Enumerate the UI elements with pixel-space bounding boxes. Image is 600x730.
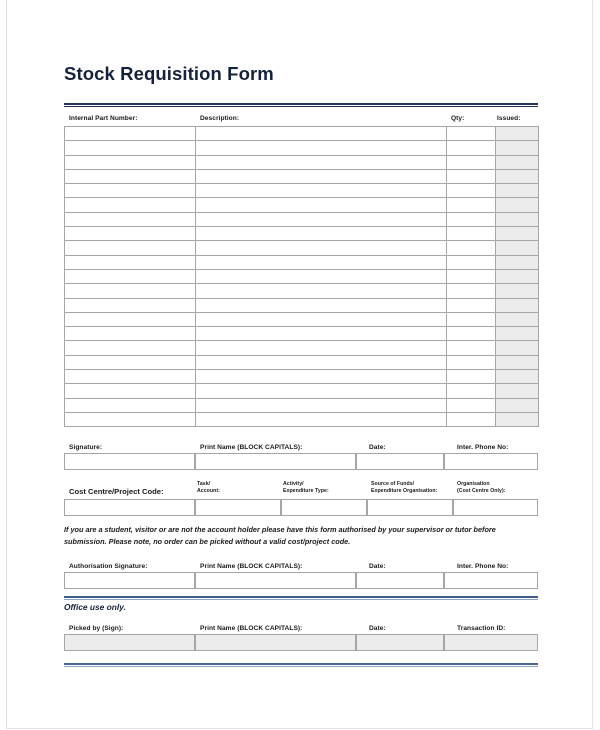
office-section-divider — [64, 596, 538, 600]
cell-issued[interactable] — [496, 169, 539, 183]
cell-part_number[interactable] — [65, 370, 196, 384]
cell-part_number[interactable] — [65, 255, 196, 269]
label-source-line2: Expenditure Organisation: — [371, 488, 438, 494]
cell-description[interactable] — [196, 127, 447, 141]
label-date: Date: — [369, 444, 386, 451]
cell-qty[interactable] — [447, 255, 496, 269]
date-field[interactable] — [356, 453, 444, 470]
cell-part_number[interactable] — [65, 198, 196, 212]
cell-part_number[interactable] — [65, 227, 196, 241]
table-row — [65, 269, 539, 283]
cell-description[interactable] — [196, 370, 447, 384]
cell-qty[interactable] — [447, 284, 496, 298]
cell-issued[interactable] — [496, 355, 539, 369]
cell-issued[interactable] — [496, 241, 539, 255]
label-task-account-line1: Task/ — [197, 481, 211, 487]
table-row — [65, 370, 539, 384]
organisation-field[interactable] — [453, 499, 538, 516]
label-office-date: Date: — [369, 625, 386, 632]
source-of-funds-field[interactable] — [367, 499, 453, 516]
cell-issued[interactable] — [496, 184, 539, 198]
task-account-field[interactable] — [195, 499, 281, 516]
label-organisation-cost-centre-only — [457, 481, 506, 495]
picked-by-field[interactable] — [64, 634, 195, 651]
cell-part_number[interactable] — [65, 341, 196, 355]
cell-description[interactable] — [196, 141, 447, 155]
cell-part_number[interactable] — [65, 212, 196, 226]
cell-description[interactable] — [196, 341, 447, 355]
cell-part_number[interactable] — [65, 327, 196, 341]
authorisation-signature-field[interactable] — [64, 572, 195, 589]
cell-description[interactable] — [196, 241, 447, 255]
cell-part_number[interactable] — [65, 284, 196, 298]
table-row — [65, 127, 539, 141]
cell-description[interactable] — [196, 255, 447, 269]
cell-part_number[interactable] — [65, 241, 196, 255]
label-activity-line1: Activity/ — [283, 481, 304, 487]
cell-qty[interactable] — [447, 370, 496, 384]
table-row — [65, 212, 539, 226]
cell-description[interactable] — [196, 269, 447, 283]
office-date-field[interactable] — [356, 634, 444, 651]
office-use-heading: Office use only. — [64, 602, 126, 612]
cell-issued[interactable] — [496, 141, 539, 155]
table-row — [65, 141, 539, 155]
table-row — [65, 384, 539, 398]
cell-qty[interactable] — [447, 298, 496, 312]
column-header-description: Description: — [200, 115, 240, 122]
cell-issued[interactable] — [496, 312, 539, 326]
cell-part_number[interactable] — [65, 269, 196, 283]
column-header-issued: Issued: — [497, 115, 521, 122]
cell-part_number[interactable] — [65, 298, 196, 312]
cell-qty[interactable] — [447, 155, 496, 169]
label-source-of-funds — [371, 481, 437, 495]
cell-qty[interactable] — [447, 327, 496, 341]
cell-qty[interactable] — [447, 341, 496, 355]
cell-part_number[interactable] — [65, 312, 196, 326]
cell-part_number[interactable] — [65, 169, 196, 183]
cell-qty[interactable] — [447, 141, 496, 155]
label-activity-line2: Expenditure Type: — [283, 488, 329, 494]
footer-divider — [64, 663, 538, 667]
stock-items-table — [64, 126, 539, 427]
cell-issued[interactable] — [496, 127, 539, 141]
label-organisation-line2: (Cost Centre Only): — [457, 488, 506, 494]
cell-issued[interactable] — [496, 370, 539, 384]
cell-issued[interactable] — [496, 255, 539, 269]
cell-issued[interactable] — [496, 198, 539, 212]
cell-description[interactable] — [196, 227, 447, 241]
cell-part_number[interactable] — [65, 127, 196, 141]
table-row — [65, 312, 539, 326]
label-transaction-id: Transaction ID: — [457, 625, 506, 632]
cell-description[interactable] — [196, 398, 447, 412]
inter-phone-no-field[interactable] — [444, 453, 538, 470]
table-row — [65, 341, 539, 355]
print-name-field[interactable] — [195, 453, 356, 470]
cell-part_number[interactable] — [65, 155, 196, 169]
instruction-text: If you are a student, visitor or are not the account holder please have this form authorised by your supervisor or tutor before submission. Please note, no order can be picked without a valid cost/project code. — [64, 525, 496, 546]
authorisation-inter-phone-no-field[interactable] — [444, 572, 538, 589]
title-divider — [64, 103, 538, 107]
label-office-print-name: Print Name (BLOCK CAPITALS): — [200, 625, 303, 632]
cell-issued[interactable] — [496, 398, 539, 412]
page-title: Stock Requisition Form — [64, 63, 274, 84]
label-signature: Signature: — [69, 444, 103, 451]
cell-description[interactable] — [196, 355, 447, 369]
office-print-name-field[interactable] — [195, 634, 356, 651]
cell-qty[interactable] — [447, 227, 496, 241]
cell-issued[interactable] — [496, 269, 539, 283]
label-inter-phone-no: Inter. Phone No: — [457, 444, 509, 451]
label-source-line1: Source of Funds/ — [371, 481, 415, 487]
table-row — [65, 355, 539, 369]
cell-issued[interactable] — [496, 227, 539, 241]
label-auth-print-name: Print Name (BLOCK CAPITALS): — [200, 563, 303, 570]
cell-part_number[interactable] — [65, 184, 196, 198]
cell-qty[interactable] — [447, 169, 496, 183]
table-row — [65, 184, 539, 198]
table-row — [65, 327, 539, 341]
cell-issued[interactable] — [496, 212, 539, 226]
cell-part_number[interactable] — [65, 384, 196, 398]
table-row — [65, 298, 539, 312]
column-header-internal-part-number: Internal Part Number: — [69, 115, 138, 122]
label-activity-expenditure-type — [283, 481, 329, 495]
table-row — [65, 198, 539, 212]
cell-qty[interactable] — [447, 184, 496, 198]
label-print-name: Print Name (BLOCK CAPITALS): — [200, 444, 303, 451]
cell-qty[interactable] — [447, 412, 496, 426]
signature-field[interactable] — [64, 453, 195, 470]
label-authorisation-signature: Authorisation Signature: — [69, 563, 148, 570]
cost-centre-project-code-field[interactable] — [64, 499, 195, 516]
cell-qty[interactable] — [447, 312, 496, 326]
column-header-qty: Qty: — [451, 115, 465, 122]
cost-code-field-row — [64, 499, 538, 516]
cell-qty[interactable] — [447, 212, 496, 226]
cell-part_number[interactable] — [65, 141, 196, 155]
cell-description[interactable] — [196, 384, 447, 398]
cell-issued[interactable] — [496, 284, 539, 298]
label-task-account-line2: Account: — [197, 488, 220, 494]
cell-part_number[interactable] — [65, 355, 196, 369]
cell-issued[interactable] — [496, 412, 539, 426]
form-page — [6, 0, 593, 729]
table-row — [65, 412, 539, 426]
cell-issued[interactable] — [496, 155, 539, 169]
cell-part_number[interactable] — [65, 398, 196, 412]
table-row — [65, 398, 539, 412]
transaction-id-field[interactable] — [444, 634, 538, 651]
label-picked-by: Picked by (Sign): — [69, 625, 124, 632]
cell-description[interactable] — [196, 184, 447, 198]
cell-description[interactable] — [196, 284, 447, 298]
cell-qty[interactable] — [447, 241, 496, 255]
cell-qty[interactable] — [447, 269, 496, 283]
label-organisation-line1: Organisation — [457, 481, 490, 487]
table-row — [65, 255, 539, 269]
cell-qty[interactable] — [447, 198, 496, 212]
cell-qty[interactable] — [447, 127, 496, 141]
cell-description[interactable] — [196, 412, 447, 426]
authorisation-date-field[interactable] — [356, 572, 444, 589]
cell-qty[interactable] — [447, 355, 496, 369]
table-row — [65, 169, 539, 183]
cell-description[interactable] — [196, 298, 447, 312]
cell-qty[interactable] — [447, 398, 496, 412]
cell-description[interactable] — [196, 155, 447, 169]
cell-description[interactable] — [196, 198, 447, 212]
cell-qty[interactable] — [447, 384, 496, 398]
cell-part_number[interactable] — [65, 412, 196, 426]
cell-issued[interactable] — [496, 341, 539, 355]
office-field-row — [64, 634, 538, 651]
activity-expenditure-type-field[interactable] — [281, 499, 367, 516]
label-auth-date: Date: — [369, 563, 386, 570]
authorisation-field-row — [64, 572, 538, 589]
table-row — [65, 241, 539, 255]
label-task-account — [197, 481, 220, 495]
cell-description[interactable] — [196, 327, 447, 341]
cell-description[interactable] — [196, 169, 447, 183]
cell-issued[interactable] — [496, 327, 539, 341]
table-row — [65, 155, 539, 169]
label-cost-centre-project-code: Cost Centre/Project Code: — [69, 487, 164, 496]
table-row — [65, 284, 539, 298]
cell-issued[interactable] — [496, 298, 539, 312]
label-auth-inter-phone-no: Inter. Phone No: — [457, 563, 509, 570]
table-row — [65, 227, 539, 241]
authorisation-print-name-field[interactable] — [195, 572, 356, 589]
requester-field-row — [64, 453, 538, 470]
cell-description[interactable] — [196, 312, 447, 326]
cell-issued[interactable] — [496, 384, 539, 398]
cell-description[interactable] — [196, 212, 447, 226]
